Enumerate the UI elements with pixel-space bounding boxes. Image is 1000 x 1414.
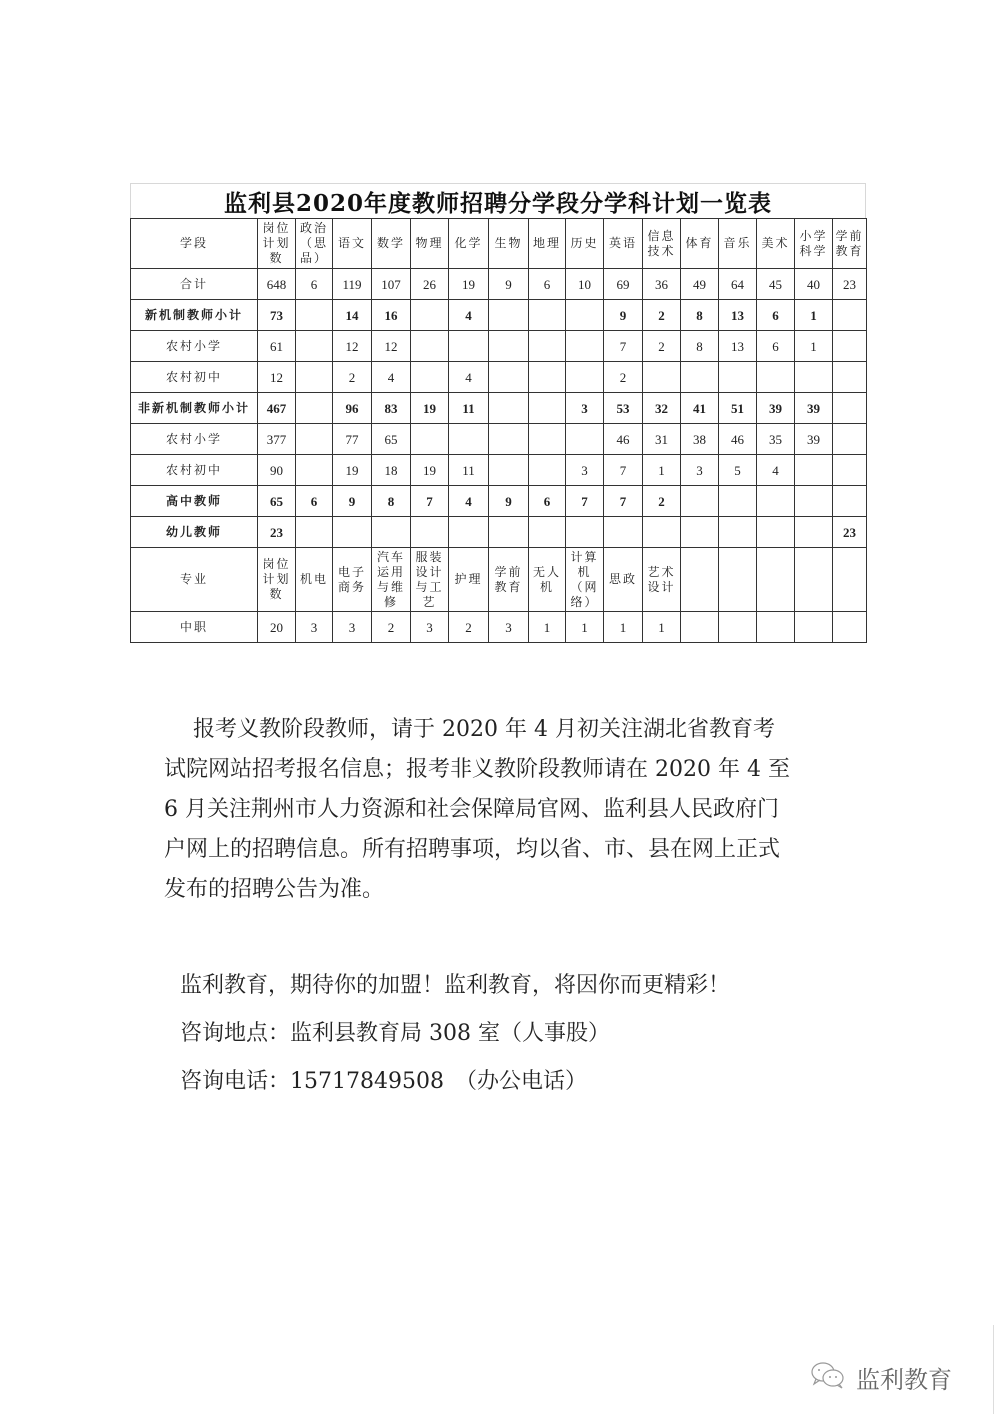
value-cell: 7 — [604, 331, 643, 362]
value-cell: 77 — [333, 424, 372, 455]
row-label: 农村小学 — [131, 424, 258, 455]
header-line: 地理 — [532, 236, 561, 250]
wechat-icon — [808, 1360, 848, 1394]
value-cell: 23 — [833, 517, 867, 548]
value-cell: 467 — [258, 393, 296, 424]
header-line: 运用 — [376, 564, 405, 579]
value-cell: 1 — [795, 331, 833, 362]
header-line: 电子 — [337, 564, 366, 579]
vocational-header-cell — [643, 548, 681, 612]
header-line: 机 — [577, 564, 592, 579]
value-cell — [566, 362, 604, 393]
value-cell — [795, 517, 833, 548]
header-line: 岗位 — [262, 557, 291, 571]
footer-brand — [808, 1362, 952, 1392]
header-cell — [719, 219, 757, 269]
header-cell — [833, 219, 867, 269]
value-cell: 5 — [719, 455, 757, 486]
value-cell: 11 — [449, 393, 489, 424]
value-cell — [681, 612, 719, 643]
value-cell — [411, 362, 449, 393]
table-header-row — [131, 219, 867, 269]
value-cell: 39 — [757, 393, 795, 424]
header-line: 与维 — [376, 579, 405, 594]
vocational-header-cell — [411, 548, 449, 612]
value-cell — [795, 362, 833, 393]
table-row — [131, 269, 867, 300]
vocational-header-cell — [719, 548, 757, 612]
header-line: 学前 — [494, 564, 523, 579]
value-cell — [529, 424, 566, 455]
recruitment-plan-table — [130, 218, 867, 643]
value-cell: 6 — [296, 269, 333, 300]
value-cell: 7 — [411, 486, 449, 517]
header-line: 服装 — [415, 549, 444, 564]
header-line: 与工 — [415, 579, 444, 594]
slogan-text: 监利教育，期待你的加盟！监利教育，将因你而更精彩！ — [180, 973, 731, 998]
value-cell — [833, 424, 867, 455]
value-cell: 13 — [719, 300, 757, 331]
value-cell — [757, 362, 795, 393]
value-cell — [795, 612, 833, 643]
value-cell: 18 — [372, 455, 411, 486]
value-cell — [566, 424, 604, 455]
table-title-box — [130, 183, 866, 218]
value-cell: 4 — [372, 362, 411, 393]
table-row — [131, 300, 867, 331]
vocational-header-cell — [833, 548, 867, 612]
value-cell: 107 — [372, 269, 411, 300]
value-cell: 20 — [258, 612, 296, 643]
value-cell: 1 — [643, 455, 681, 486]
vocational-header-row — [131, 548, 867, 612]
value-cell: 9 — [489, 269, 529, 300]
header-line: 艺 — [422, 594, 437, 609]
row-label: 中职 — [131, 612, 258, 643]
value-cell: 45 — [757, 269, 795, 300]
value-cell: 32 — [643, 393, 681, 424]
value-cell: 65 — [372, 424, 411, 455]
value-cell: 1 — [529, 612, 566, 643]
value-cell: 6 — [296, 486, 333, 517]
value-cell: 46 — [719, 424, 757, 455]
value-cell: 8 — [681, 331, 719, 362]
value-cell — [833, 393, 867, 424]
value-cell — [449, 517, 489, 548]
value-cell: 46 — [604, 424, 643, 455]
header-line: 音乐 — [723, 236, 752, 250]
value-cell — [833, 331, 867, 362]
value-cell: 6 — [757, 331, 795, 362]
row-label: 新机制教师小计 — [131, 300, 258, 331]
value-cell — [566, 331, 604, 362]
header-line: （思 — [299, 236, 328, 250]
brand-name: 监利教育 — [856, 1365, 952, 1394]
table-row — [131, 486, 867, 517]
header-cell — [566, 219, 604, 269]
value-cell — [833, 300, 867, 331]
header-line: 教育 — [494, 579, 523, 594]
table-row — [131, 424, 867, 455]
value-cell: 51 — [719, 393, 757, 424]
value-cell: 2 — [372, 612, 411, 643]
header-line: 品） — [299, 251, 328, 265]
row-label: 农村初中 — [131, 455, 258, 486]
value-cell: 3 — [681, 455, 719, 486]
value-cell — [529, 393, 566, 424]
value-cell — [719, 517, 757, 548]
value-cell: 9 — [489, 486, 529, 517]
value-cell: 3 — [296, 612, 333, 643]
value-cell: 13 — [719, 331, 757, 362]
header-line: 美术 — [761, 236, 790, 250]
header-line: 计划 — [262, 572, 291, 586]
header-line: 络） — [570, 594, 599, 609]
header-line: 历史 — [570, 236, 599, 250]
value-cell — [757, 486, 795, 517]
row-label: 农村小学 — [131, 331, 258, 362]
value-cell — [681, 362, 719, 393]
value-cell: 23 — [833, 269, 867, 300]
header-line: 学前 — [835, 228, 864, 243]
value-cell: 19 — [449, 269, 489, 300]
paragraph-line: 6 月关注荆州市人力资源和社会保障局官网、监利县人民政府门 — [164, 797, 779, 822]
value-cell: 12 — [258, 362, 296, 393]
value-cell: 4 — [449, 300, 489, 331]
value-cell: 16 — [372, 300, 411, 331]
header-cell — [795, 219, 833, 269]
value-cell — [719, 362, 757, 393]
value-cell — [489, 362, 529, 393]
value-cell: 2 — [449, 612, 489, 643]
header-line: 生物 — [494, 236, 523, 250]
value-cell — [529, 331, 566, 362]
header-line: 政治 — [299, 221, 328, 235]
value-cell — [296, 362, 333, 393]
value-cell: 1 — [604, 612, 643, 643]
row-label: 幼儿教师 — [131, 517, 258, 548]
value-cell: 1 — [566, 612, 604, 643]
header-line: 数学 — [376, 236, 405, 250]
value-cell — [529, 300, 566, 331]
value-cell: 35 — [757, 424, 795, 455]
value-cell: 12 — [333, 331, 372, 362]
value-cell: 4 — [757, 455, 795, 486]
header-line: 英语 — [608, 236, 637, 250]
row-label: 高中教师 — [131, 486, 258, 517]
header-line: 商务 — [337, 579, 366, 594]
value-cell — [719, 486, 757, 517]
value-cell — [489, 300, 529, 331]
value-cell: 19 — [411, 455, 449, 486]
value-cell: 2 — [643, 486, 681, 517]
header-cell — [643, 219, 681, 269]
value-cell — [449, 424, 489, 455]
value-cell — [833, 362, 867, 393]
header-line: 信息 — [647, 228, 676, 243]
value-cell — [566, 517, 604, 548]
vocational-header-cell — [131, 548, 258, 612]
vocational-header-cell — [604, 548, 643, 612]
value-cell: 10 — [566, 269, 604, 300]
header-line: 数 — [269, 587, 284, 601]
value-cell — [333, 517, 372, 548]
value-cell — [296, 517, 333, 548]
value-cell — [833, 486, 867, 517]
value-cell — [681, 486, 719, 517]
phone-text: 咨询电话：15717849508 （办公电话） — [180, 1069, 587, 1094]
header-line: 学段 — [179, 236, 208, 250]
value-cell — [681, 517, 719, 548]
value-cell — [411, 300, 449, 331]
value-cell — [795, 455, 833, 486]
paragraph-line: 试院网站招考报名信息；报考非义教阶段教师请在 2020 年 4 至 — [164, 757, 790, 782]
value-cell — [795, 486, 833, 517]
value-cell — [529, 517, 566, 548]
value-cell — [489, 424, 529, 455]
vocational-header-cell — [333, 548, 372, 612]
value-cell: 31 — [643, 424, 681, 455]
header-cell — [757, 219, 795, 269]
value-cell — [489, 455, 529, 486]
value-cell: 36 — [643, 269, 681, 300]
header-line: 专业 — [179, 572, 208, 586]
value-cell — [296, 331, 333, 362]
value-cell: 90 — [258, 455, 296, 486]
page-title: 监利县2020年度教师招聘分学段分学科计划一览表 — [223, 189, 772, 217]
value-cell: 377 — [258, 424, 296, 455]
value-cell: 61 — [258, 331, 296, 362]
value-cell: 9 — [604, 300, 643, 331]
value-cell — [529, 455, 566, 486]
header-line: 设计 — [647, 579, 676, 594]
header-cell — [296, 219, 333, 269]
header-line: 物理 — [415, 236, 444, 250]
value-cell — [604, 517, 643, 548]
address-text: 咨询地点：监利县教育局 308 室（人事股） — [180, 1021, 610, 1046]
header-cell — [131, 219, 258, 269]
value-cell: 7 — [604, 486, 643, 517]
table-row — [131, 517, 867, 548]
value-cell: 9 — [333, 486, 372, 517]
value-cell: 2 — [604, 362, 643, 393]
value-cell — [643, 362, 681, 393]
header-line: 数 — [269, 251, 284, 265]
value-cell: 69 — [604, 269, 643, 300]
table-row — [131, 362, 867, 393]
value-cell — [411, 331, 449, 362]
header-line: 思政 — [608, 572, 637, 586]
value-cell: 7 — [566, 486, 604, 517]
value-cell: 38 — [681, 424, 719, 455]
vocational-row — [131, 612, 867, 643]
value-cell: 39 — [795, 424, 833, 455]
paragraph-line: 户网上的招聘信息。所有招聘事项，均以省、市、县在网上正式 — [164, 837, 781, 862]
header-line: 机 — [539, 579, 554, 594]
header-line: 汽车 — [376, 549, 405, 564]
value-cell: 8 — [681, 300, 719, 331]
value-cell — [757, 517, 795, 548]
value-cell — [566, 300, 604, 331]
vocational-header-cell — [795, 548, 833, 612]
header-line: 语文 — [337, 236, 366, 250]
value-cell: 2 — [643, 331, 681, 362]
page-edge-line — [993, 1325, 994, 1414]
value-cell: 19 — [411, 393, 449, 424]
value-cell: 1 — [795, 300, 833, 331]
value-cell: 4 — [449, 362, 489, 393]
header-line: 修 — [383, 594, 398, 609]
paragraph-line: 发布的招聘公告为准。 — [164, 877, 385, 902]
header-line: 护理 — [454, 572, 483, 586]
value-cell: 2 — [333, 362, 372, 393]
value-cell — [489, 331, 529, 362]
value-cell: 4 — [449, 486, 489, 517]
value-cell — [296, 393, 333, 424]
value-cell: 83 — [372, 393, 411, 424]
value-cell — [489, 517, 529, 548]
value-cell — [719, 612, 757, 643]
header-line: 艺术 — [647, 564, 676, 579]
header-cell — [372, 219, 411, 269]
header-cell — [489, 219, 529, 269]
vocational-header-cell — [529, 548, 566, 612]
value-cell: 40 — [795, 269, 833, 300]
header-line: 岗位 — [262, 221, 291, 235]
value-cell: 2 — [643, 300, 681, 331]
header-line: 教育 — [835, 243, 864, 258]
value-cell: 39 — [795, 393, 833, 424]
value-cell: 119 — [333, 269, 372, 300]
header-cell — [411, 219, 449, 269]
value-cell: 3 — [333, 612, 372, 643]
paragraph-line: 报考义教阶段教师，请于 2020 年 4 月初关注湖北省教育考 — [193, 717, 775, 742]
value-cell — [529, 362, 566, 393]
value-cell — [643, 517, 681, 548]
value-cell — [411, 424, 449, 455]
vocational-header-cell — [757, 548, 795, 612]
value-cell: 11 — [449, 455, 489, 486]
value-cell: 64 — [719, 269, 757, 300]
value-cell: 3 — [411, 612, 449, 643]
vocational-header-cell — [296, 548, 333, 612]
value-cell — [296, 455, 333, 486]
header-line: 化学 — [454, 236, 483, 250]
header-line: 体育 — [685, 236, 714, 250]
value-cell: 23 — [258, 517, 296, 548]
value-cell: 73 — [258, 300, 296, 331]
header-line: 无人 — [532, 564, 561, 579]
value-cell — [296, 300, 333, 331]
value-cell — [489, 393, 529, 424]
table-row — [131, 393, 867, 424]
value-cell: 3 — [566, 455, 604, 486]
row-label: 合计 — [131, 269, 258, 300]
header-line: 计划 — [262, 236, 291, 250]
vocational-header-cell — [258, 548, 296, 612]
value-cell — [411, 517, 449, 548]
value-cell: 53 — [604, 393, 643, 424]
header-line: 小学 — [799, 228, 828, 243]
value-cell: 96 — [333, 393, 372, 424]
header-cell — [529, 219, 566, 269]
header-line: （网 — [570, 579, 599, 594]
table-row — [131, 331, 867, 362]
table-row — [131, 455, 867, 486]
value-cell: 1 — [643, 612, 681, 643]
vocational-header-cell — [372, 548, 411, 612]
value-cell: 648 — [258, 269, 296, 300]
value-cell — [833, 612, 867, 643]
value-cell: 6 — [529, 269, 566, 300]
value-cell: 41 — [681, 393, 719, 424]
value-cell: 3 — [566, 393, 604, 424]
header-line: 技术 — [647, 243, 676, 258]
value-cell — [296, 424, 333, 455]
vocational-header-cell — [449, 548, 489, 612]
vocational-header-cell — [681, 548, 719, 612]
value-cell: 8 — [372, 486, 411, 517]
value-cell: 26 — [411, 269, 449, 300]
header-cell — [258, 219, 296, 269]
header-line: 计算 — [570, 549, 599, 564]
header-cell — [681, 219, 719, 269]
notice-paragraph — [164, 710, 870, 910]
value-cell: 19 — [333, 455, 372, 486]
value-cell — [372, 517, 411, 548]
row-label: 农村初中 — [131, 362, 258, 393]
value-cell — [449, 331, 489, 362]
value-cell: 3 — [489, 612, 529, 643]
vocational-header-cell — [566, 548, 604, 612]
value-cell: 14 — [333, 300, 372, 331]
header-line: 设计 — [415, 564, 444, 579]
row-label: 非新机制教师小计 — [131, 393, 258, 424]
value-cell: 12 — [372, 331, 411, 362]
header-line: 机电 — [299, 572, 328, 586]
header-cell — [604, 219, 643, 269]
value-cell — [833, 455, 867, 486]
value-cell — [757, 612, 795, 643]
header-cell — [333, 219, 372, 269]
vocational-header-cell — [489, 548, 529, 612]
header-line: 科学 — [799, 243, 828, 258]
value-cell: 6 — [757, 300, 795, 331]
value-cell: 49 — [681, 269, 719, 300]
value-cell: 65 — [258, 486, 296, 517]
value-cell: 7 — [604, 455, 643, 486]
header-cell — [449, 219, 489, 269]
value-cell: 6 — [529, 486, 566, 517]
